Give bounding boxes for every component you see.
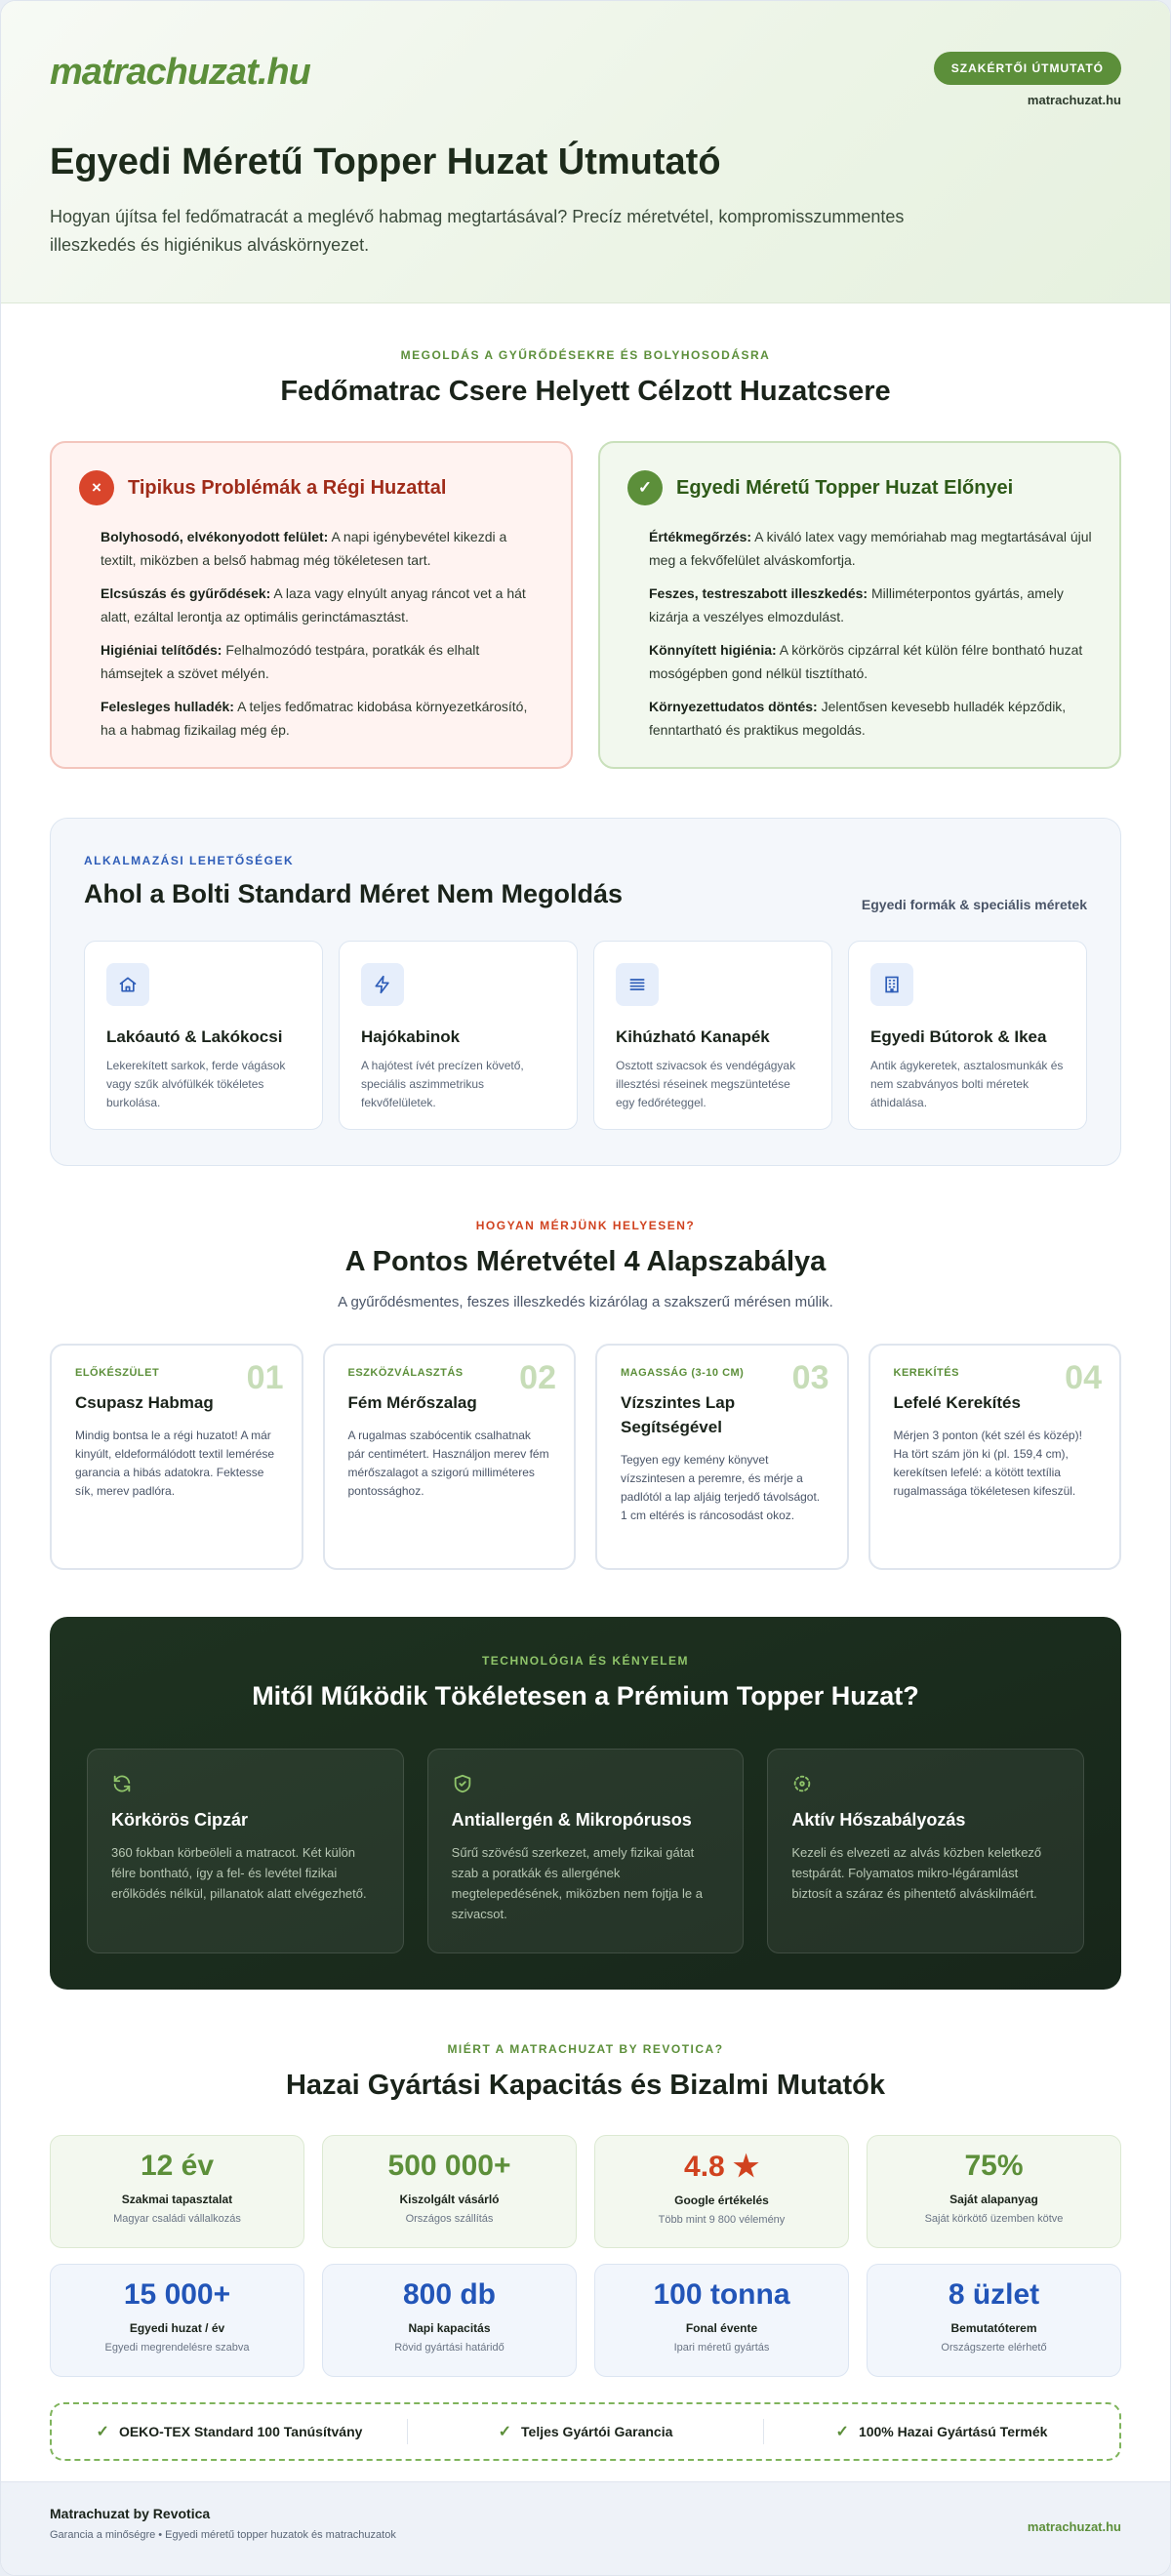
list-icon	[616, 963, 659, 1006]
page-title: Egyedi Méretű Topper Huzat Útmutató	[50, 141, 721, 182]
step-title: Vízszintes Lap Segítségével	[621, 1393, 736, 1436]
application-text: Antik ágykeretek, asztalosmunkák és nem szabványos bolti méretek áthidalása.	[870, 1059, 1064, 1109]
step-text: Mindig bontsa le a régi huzatot! A már kinyúlt, eldeformálódott textil lemérése garancia a hibás adatokra. Fektesse sík, merev padlóra.	[75, 1429, 275, 1498]
step-title: Fém Mérőszalag	[347, 1393, 477, 1412]
measure-step-card	[595, 1344, 849, 1570]
expert-guide-badge: SZAKÉRTŐI ÚTMUTATÓ	[934, 52, 1121, 85]
tech-title: Mitől Működik Tökéletesen a Prémium Topper Huzat?	[252, 1681, 919, 1711]
benefit-item: Feszes, testreszabott illeszkedés: Milliméterpontos gyártás, amely kizárja a veszélyes elmozdulást.	[649, 585, 1064, 624]
benefits-card	[598, 441, 1121, 769]
step-tag: KEREKÍTÉS	[893, 1367, 959, 1379]
airflow-icon	[791, 1773, 1060, 1796]
stat-label: Szakmai tapasztalat	[121, 2193, 233, 2206]
tech-card-text: Kezeli és elvezeti az alvás közben keletkező testpárát. Folyamatos mikro-légáramlást biztosít a száraz és pihentető alváskilmáért.	[791, 1845, 1042, 1901]
compare-eyebrow: MEGOLDÁS A GYŰRŐDÉSEKRE ÉS BOLYHOSODÁSRA	[400, 348, 771, 362]
step-number: 04	[1065, 1359, 1102, 1396]
trust-item: ✓ Teljes Gyártói Garancia	[498, 2424, 673, 2440]
stat-value: 500 000+	[387, 2150, 511, 2182]
stat-value: 12 év	[140, 2150, 215, 2182]
page-lead: Hogyan újítsa fel fedőmatracát a meglévő habmag megtartásával? Precíz méretvétel, kompromisszummentes illeszkedés és higiénikus alváskörnyezet.	[50, 207, 905, 255]
measure-step-card	[50, 1344, 303, 1570]
check-icon: ✓	[96, 2424, 109, 2440]
step-tag: ESZKÖZVÁLASZTÁS	[347, 1367, 464, 1379]
stat-card	[322, 2264, 577, 2377]
benefit-item: Értékmegőrzés: A kiváló latex vagy memóriahab mag megtartásával újul meg a fekvőfelület alváskomfortja.	[649, 529, 1092, 568]
tech-card	[767, 1749, 1084, 1953]
applications-section	[50, 818, 1121, 1166]
stats-title: Hazai Gyártási Kapacitás és Bizalmi Mutatók	[285, 2070, 886, 2101]
building-icon	[870, 963, 913, 1006]
measure-step-card	[323, 1344, 577, 1570]
measure-subtitle: A gyűrődésmentes, feszes illeszkedés kizárólag a szakszerű mérésen múlik.	[338, 1294, 833, 1310]
tech-card-text: 360 fokban körbeöleli a matracot. Két külön félre bontható, így a fel- és levétel fizikai erőlködés nélkül, pillanatok alatt elvégezhető.	[111, 1845, 367, 1901]
check-icon: ✓	[835, 2424, 849, 2440]
tech-card-title: Aktív Hőszabályozás	[791, 1810, 966, 1830]
stat-card	[322, 2135, 577, 2248]
problem-item: Elcsúszás és gyűrődések: A laza vagy elnyúlt anyag ráncot vet a hát alatt, ezáltal lerontja az optimális gerinctámasztást.	[101, 585, 526, 624]
stat-sub: Több mint 9 800 vélemény	[658, 2214, 786, 2226]
stat-sub: Országos szállítás	[405, 2213, 494, 2225]
stat-card	[594, 2135, 849, 2248]
step-title: Lefelé Kerekítés	[893, 1393, 1021, 1412]
problem-item: Felesleges hulladék: A teljes fedőmatrac kidobása környezetkárosító, ha a habmag fizikailag még ép.	[101, 699, 528, 738]
application-title: Kihúzható Kanapék	[616, 1027, 770, 1046]
step-text: A rugalmas szabócentik csalhatnak pár centimétert. Használjon merev fém mérőszalagot a szigorú milliméteres pontossághoz.	[347, 1429, 549, 1498]
compare-section	[1, 303, 1170, 769]
application-card	[848, 941, 1087, 1130]
applications-eyebrow: ALKALMAZÁSI LEHETŐSÉGEK	[84, 854, 295, 867]
application-card	[593, 941, 832, 1130]
stat-sub: Egyedi megrendelésre szabva	[104, 2342, 250, 2354]
measure-eyebrow: HOGYAN MÉRJÜNK HELYESEN?	[475, 1219, 696, 1232]
application-title: Hajókabinok	[361, 1027, 461, 1046]
measure-step-card	[868, 1344, 1122, 1570]
stat-label: Fonal évente	[685, 2321, 758, 2335]
tech-card-text: Sűrű szövésű szerkezet, amely fizikai gátat szab a poratkák és allergének megtelepedésének, miközben nem fojtja le a szivacsot.	[451, 1845, 703, 1921]
stat-label: Bemutatóterem	[950, 2321, 1037, 2335]
step-tag: ELŐKÉSZÜLET	[75, 1367, 160, 1379]
trust-bar	[50, 2402, 1121, 2461]
hero-header	[1, 1, 1170, 303]
application-text: Osztott szivacsok és vendégágyak illesztési réseinek megszüntetése egy fedőréteggel.	[616, 1059, 796, 1109]
benefit-item: Környezettudatos döntés: Jelentősen kevesebb hulladék képződik, fenntartható és praktikus megoldás.	[649, 699, 1067, 738]
stat-value: 75%	[964, 2150, 1024, 2182]
step-tag: MAGASSÁG (3-10 CM)	[621, 1367, 745, 1379]
trust-item: ✓ 100% Hazai Gyártású Termék	[835, 2424, 1048, 2440]
stat-card	[50, 2135, 304, 2248]
step-number: 02	[519, 1359, 556, 1396]
stat-label: Google értékelés	[674, 2194, 769, 2207]
stat-label: Napi kapacitás	[408, 2321, 491, 2335]
measure-title: A Pontos Méretvétel 4 Alapszabálya	[344, 1246, 827, 1277]
page-footer	[1, 2481, 1170, 2575]
stat-sub: Magyar családi vállalkozás	[113, 2213, 241, 2225]
refresh-icon	[111, 1773, 380, 1796]
step-text: Tegyen egy kemény könyvet vízszintesen a peremre, és mérje a padlótól a lap aljáig terjedő távolságot. 1 cm eltérés is ráncosodást okoz.	[621, 1453, 821, 1522]
stat-sub: Saját körkötő üzemben kötve	[924, 2213, 1064, 2225]
footer-site-link[interactable]: matrachuzat.hu	[1027, 2519, 1121, 2534]
site-logo[interactable]: matrachuzat.hu	[50, 52, 310, 93]
tech-card	[87, 1749, 404, 1953]
stat-label: Kiszolgált vásárló	[399, 2193, 500, 2206]
trust-item: ✓ OEKO-TEX Standard 100 Tanúsítvány	[96, 2424, 363, 2440]
stat-sub: Országszerte elérhető	[941, 2342, 1047, 2354]
step-number: 01	[246, 1359, 284, 1396]
tech-card	[427, 1749, 745, 1953]
applications-side-note: Egyedi formák & speciális méretek	[861, 897, 1087, 912]
step-number: 03	[791, 1359, 829, 1396]
close-icon: ×	[79, 470, 114, 505]
stat-card	[50, 2264, 304, 2377]
application-text: A hajótest ívét precízen követő, speciális aszimmetrikus fekvőfelületek.	[361, 1059, 524, 1109]
tech-eyebrow: TECHNOLÓGIA ÉS KÉNYELEM	[481, 1654, 690, 1668]
footer-brand: Matrachuzat by Revotica	[50, 2506, 211, 2521]
stat-label: Egyedi huzat / év	[129, 2321, 225, 2335]
application-title: Lakóautó & Lakókocsi	[106, 1027, 283, 1046]
stat-value: 800 db	[402, 2278, 497, 2311]
home-icon	[106, 963, 149, 1006]
applications-title: Ahol a Bolti Standard Méret Nem Megoldás	[84, 879, 624, 908]
stat-sub: Ipari méretű gyártás	[673, 2342, 770, 2354]
stat-card	[594, 2264, 849, 2377]
step-text: Mérjen 3 ponton (két szél és közép)! Ha tört szám jön ki (pl. 159,4 cm), kerekítsen lefelé: a kötött textília rugalmassága tökéletesen kifeszül.	[893, 1429, 1082, 1498]
check-icon: ✓	[498, 2424, 512, 2440]
benefits-title: Egyedi Méretű Topper Huzat Előnyei	[676, 476, 1014, 499]
stat-value: 15 000+	[123, 2278, 231, 2311]
stat-label: Saját alapanyag	[949, 2193, 1038, 2206]
problem-item: Bolyhosodó, elvékonyodott felület: A napi igénybevétel kikezdi a textilt, miközben a belső habmag még tökéletesen tart.	[101, 529, 507, 568]
footer-tagline: Garancia a minőségre • Egyedi méretű topper huzatok és matrachuzatok	[50, 2529, 396, 2541]
stat-card	[867, 2264, 1121, 2377]
compare-title: Fedőmatrac Csere Helyett Célzott Huzatcsere	[280, 376, 891, 407]
application-card	[84, 941, 323, 1130]
stats-eyebrow: MIÉRT A MATRACHUZAT BY REVOTICA?	[447, 2042, 724, 2056]
stat-value: 4.8 ★	[684, 2151, 759, 2183]
problem-item: Higiéniai telítődés: Felhalmozódó testpára, poratkák és elhalt hámsejtek a szövet mélyén.	[101, 642, 480, 681]
stat-value: 8 üzlet	[948, 2278, 1040, 2311]
application-text: Lekerekített sarkok, ferde vágások vagy szűk alvófülkék tökéletes burkolása.	[106, 1059, 286, 1109]
application-title: Egyedi Bútorok & Ikea	[870, 1027, 1047, 1046]
stats-section	[1, 1990, 1170, 2461]
shield-check-icon	[452, 1773, 720, 1796]
benefit-item: Könnyített higiénia: A körkörös cipzárral két külön félre bontható huzat mosógépben gond nélkül tisztítható.	[649, 642, 1083, 681]
tech-card-title: Antiallergén & Mikropórusos	[451, 1810, 692, 1830]
measure-section	[1, 1166, 1170, 1570]
problems-card	[50, 441, 573, 769]
hero-site-url[interactable]: matrachuzat.hu	[1027, 93, 1121, 107]
stat-sub: Rövid gyártási határidő	[394, 2342, 505, 2354]
tech-section	[50, 1617, 1121, 1990]
problems-title: Tipikus Problémák a Régi Huzattal	[128, 476, 447, 499]
bolt-icon	[361, 963, 404, 1006]
stat-value: 100 tonna	[653, 2278, 790, 2311]
application-card	[339, 941, 578, 1130]
stat-card	[867, 2135, 1121, 2248]
tech-card-title: Körkörös Cipzár	[111, 1810, 249, 1830]
step-title: Csupasz Habmag	[75, 1393, 214, 1412]
check-icon: ✓	[627, 470, 663, 505]
